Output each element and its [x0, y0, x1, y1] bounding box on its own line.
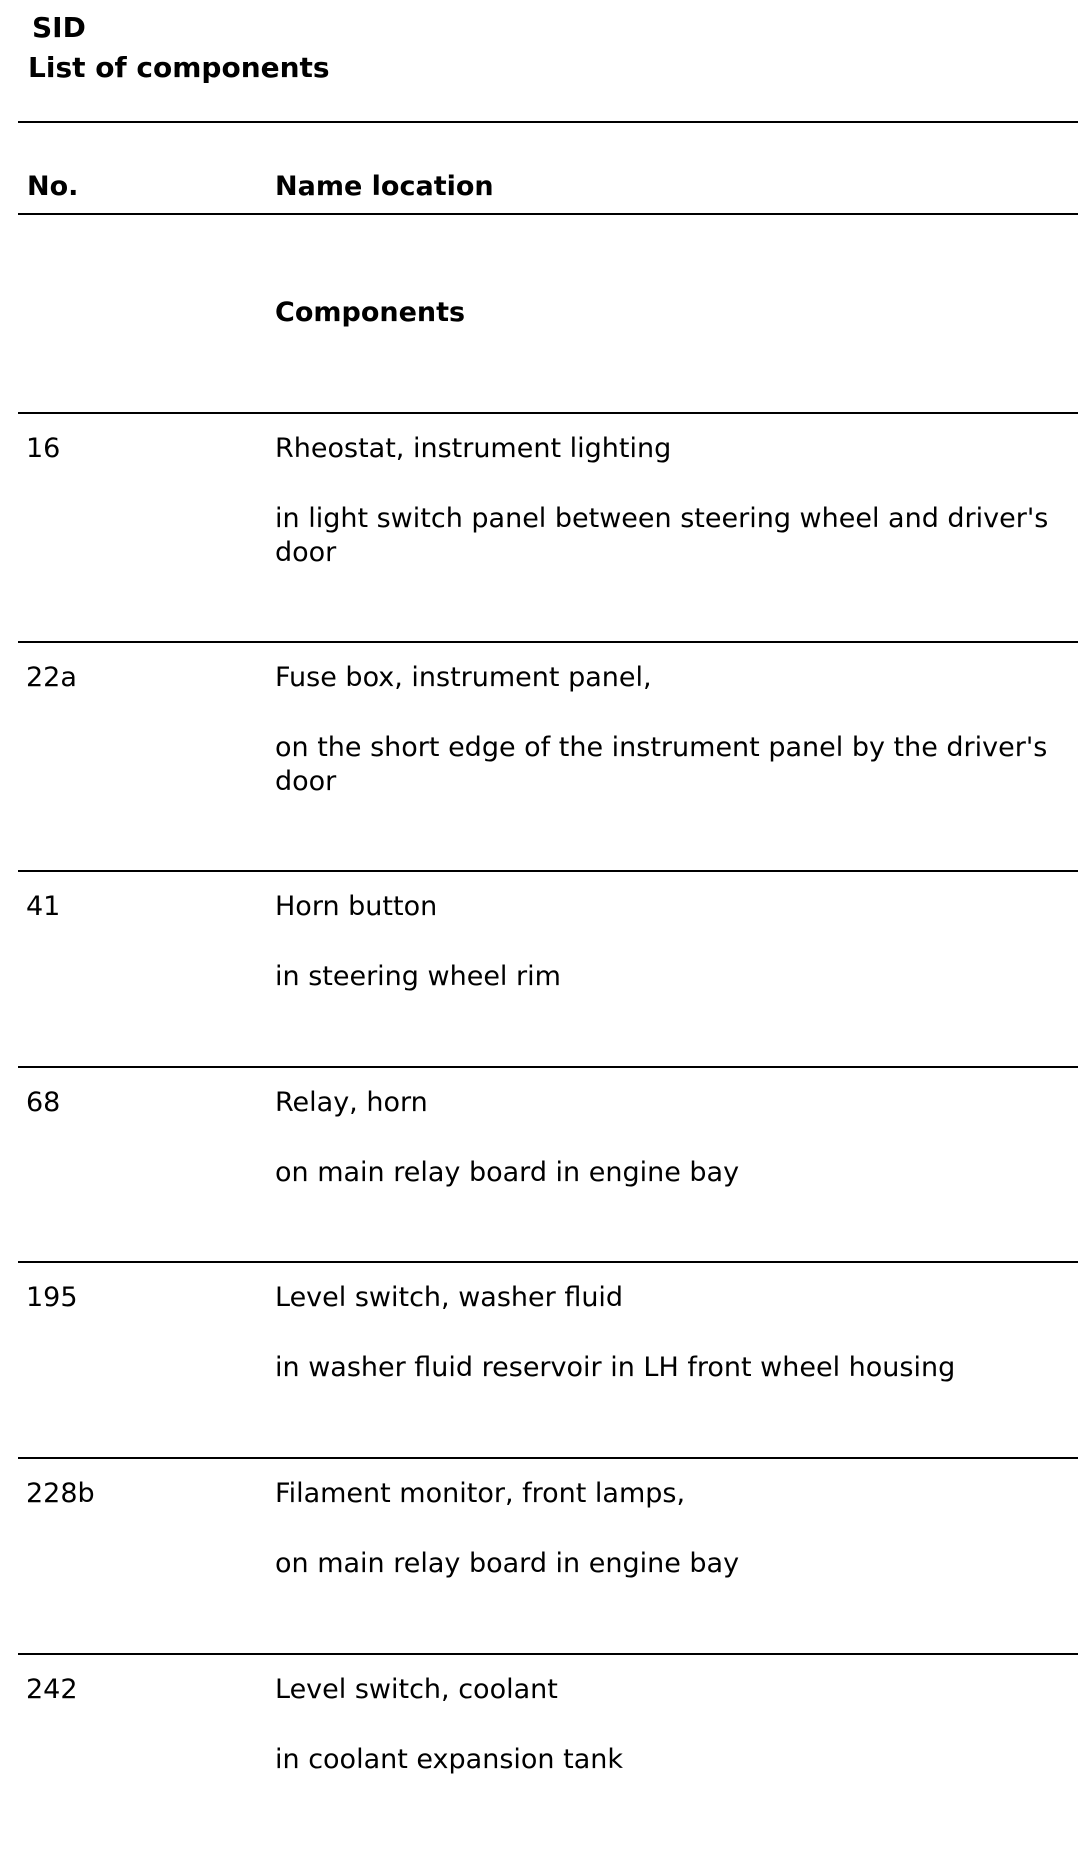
- component-number: 16: [26, 433, 61, 464]
- component-number: 228b: [26, 1478, 95, 1509]
- component-name: Level switch, washer fluid: [275, 1282, 624, 1313]
- component-location: on main relay board in engine bay: [275, 1548, 740, 1579]
- row-divider: [18, 1261, 1078, 1263]
- component-name: Level switch, coolant: [275, 1674, 558, 1705]
- component-number: 195: [26, 1282, 78, 1313]
- component-name: Relay, horn: [275, 1087, 428, 1118]
- component-name: Rheostat, instrument lighting: [275, 433, 672, 464]
- component-location: in washer fluid reservoir in LH front wheel housing: [275, 1352, 956, 1383]
- document-code: SID: [32, 11, 86, 44]
- component-location: in coolant expansion tank: [275, 1744, 623, 1775]
- component-number: 22a: [26, 662, 77, 693]
- component-number: 68: [26, 1087, 61, 1118]
- component-number: 41: [26, 891, 61, 922]
- row-divider: [18, 870, 1078, 872]
- row-divider: [18, 641, 1078, 643]
- component-name: Filament monitor, front lamps,: [275, 1478, 686, 1509]
- row-divider: [18, 1457, 1078, 1459]
- row-divider: [18, 412, 1078, 414]
- component-location: in steering wheel rim: [275, 961, 561, 992]
- row-divider: [18, 1066, 1078, 1068]
- row-divider: [18, 1653, 1078, 1655]
- component-name: Horn button: [275, 891, 438, 922]
- column-header-name-location: Name location: [275, 171, 494, 202]
- column-header-no: No.: [27, 171, 79, 202]
- section-label: Components: [275, 297, 466, 328]
- component-name: Fuse box, instrument panel,: [275, 662, 652, 693]
- component-location: in light switch panel between steering wheel and driver's door: [275, 503, 1049, 568]
- component-location: on the short edge of the instrument panel by the driver's door: [275, 732, 1048, 797]
- document-title: List of components: [28, 51, 330, 84]
- component-location: on main relay board in engine bay: [275, 1157, 740, 1188]
- header-rule: [18, 213, 1078, 215]
- top-rule: [18, 121, 1078, 123]
- component-number: 242: [26, 1674, 78, 1705]
